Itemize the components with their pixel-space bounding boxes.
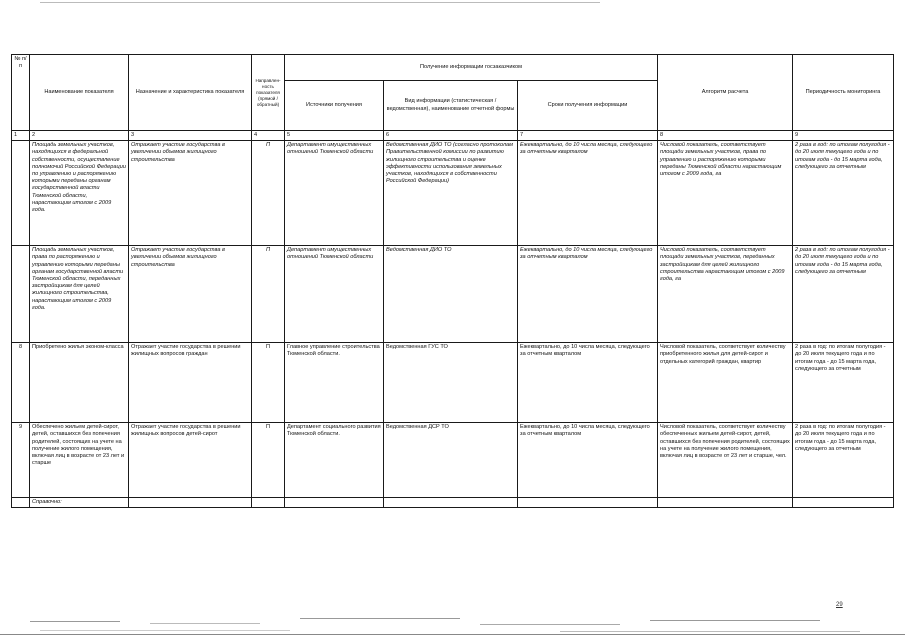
row-name: Площадь земельных участков, находящихся в федеральной собственности, осуществление полномочий Российской Федерации по управлению и распоряжению которыми переданы органам государственной власти Тюменской области, нарастающим итогом с 2009 года.: [30, 141, 129, 246]
header-periodicity: Периодичность мониторинга: [793, 55, 894, 131]
row-info: Ведомственная ГУС ТО: [384, 343, 518, 423]
indicator-table: [11, 54, 894, 508]
column-number: 6: [384, 131, 518, 141]
row-deadline: Ежеквартально, до 10 числа месяца, следующего за отчетным кварталом: [518, 343, 658, 423]
empty-cell: [129, 498, 252, 508]
scan-footer-artifacts: [0, 600, 905, 640]
row-name: Обеспечено жильем детей-сирот, детей, оставшихся без попечения родителей, состоящих на учете на получение жилого помещения, включая лиц в возрасте от 23 лет и старше: [30, 423, 129, 498]
column-number: 2: [30, 131, 129, 141]
scan-artifact-line: [0, 2, 905, 3]
row-algorithm: Числовой показатель, соответствует площади земельных участков, права по управлению и распоряжению которыми переданы Тюменской области нарастающим итогом с 2009 года, га: [658, 141, 793, 246]
row-direction: П: [252, 343, 285, 423]
row-deadline: Ежеквартально, до 10 числа месяца, следующего за отчетным кварталом: [518, 423, 658, 498]
reference-label: Справочно:: [30, 498, 129, 508]
row-source: Департамент имущественных отношений Тюменской области: [285, 246, 384, 343]
row-deadline: Ежеквартально, до 10 числа месяца, следующего за отчетным кварталом: [518, 141, 658, 246]
table-row: [12, 423, 894, 498]
header-name: Наименование показателя: [30, 55, 129, 131]
header-sources: Источники получения: [285, 81, 384, 131]
row-purpose: Отражает участие государства в увеличении объемов жилищного строительства: [129, 246, 252, 343]
header-direction: Направлен-ность показателя (прямой / обратный): [252, 55, 285, 131]
row-direction: П: [252, 246, 285, 343]
row-purpose: Отражает участие государства в решении жилищных вопросов граждан: [129, 343, 252, 423]
row-purpose: Отражает участие государства в увеличении объемов жилищного строительства: [129, 141, 252, 246]
empty-cell: [518, 498, 658, 508]
empty-cell: [384, 498, 518, 508]
empty-cell: [658, 498, 793, 508]
row-algorithm: Числовой показатель, соответствует количеству обеспеченных жильем детей-сирот, детей, оставшихся без попечения родителей, состоящих на учете на получение жилого помещения, включая лиц в возрасте от 23 лет и старше, чел.: [658, 423, 793, 498]
empty-cell: [12, 498, 30, 508]
column-number-row: [12, 131, 894, 141]
row-periodicity: 2 раза в год: по итогам полугодия - до 20 июля текущего года и по итогам года - до 15 марта года, следующего за отчетным: [793, 141, 894, 246]
header-num: № п/п: [12, 55, 30, 131]
column-number: 8: [658, 131, 793, 141]
row-direction: П: [252, 141, 285, 246]
row-deadline: Ежеквартально, до 10 числа месяца, следующего за отчетным кварталом: [518, 246, 658, 343]
reference-row: [12, 498, 894, 508]
empty-cell: [285, 498, 384, 508]
table-row: [12, 343, 894, 423]
column-number: 5: [285, 131, 384, 141]
row-periodicity: 2 раза в год: по итогам полугодия - до 20 июля текущего года и по итогам года - до 15 марта года, следующего за отчетным: [793, 246, 894, 343]
row-direction: П: [252, 423, 285, 498]
empty-cell: [793, 498, 894, 508]
row-periodicity: 2 раза в год: по итогам полугодия - до 20 июля текущего года и по итогам года - до 15 марта года, следующего за отчетным: [793, 423, 894, 498]
row-source: Департамент имущественных отношений Тюменской области: [285, 141, 384, 246]
column-number: 1: [12, 131, 30, 141]
header-receipt-group: Получение информации госзаказчиком: [285, 55, 658, 81]
row-periodicity: 2 раза в год: по итогам полугодия - до 20 июля текущего года и по итогам года - до 15 марта года, следующего за отчетным: [793, 343, 894, 423]
row-name: Приобретено жилья эконом-класса: [30, 343, 129, 423]
header-algorithm: Алгоритм расчета: [658, 55, 793, 131]
row-num: 9: [12, 423, 30, 498]
row-source: Департамент социального развития Тюменской области.: [285, 423, 384, 498]
row-info: Ведомственная ДИО ТО: [384, 246, 518, 343]
row-name: Площадь земельных участков, права по распоряжению и управлению которыми переданы органам государственной власти Тюменской области, переданных застройщикам для целей жилищного строительства, нарастающим итогом с 2009 года.: [30, 246, 129, 343]
column-number: 7: [518, 131, 658, 141]
header-purpose: Назначение и характеристика показателя: [129, 55, 252, 131]
column-number: 9: [793, 131, 894, 141]
row-source: Главное управление строительства Тюменской области.: [285, 343, 384, 423]
page-number: 29: [836, 602, 843, 608]
row-num: [12, 246, 30, 343]
row-info: Ведомственная ДИО ТО (согласно протоколам Правительственной комиссии по развитию жилищного строительства и оценке эффективности использования земельных участков, находящихся в собственности Российской Федерации): [384, 141, 518, 246]
row-num: [12, 141, 30, 246]
table-row: [12, 141, 894, 246]
header-info-type: Вид информации (статистическая / ведомственная), наименование отчетной формы: [384, 81, 518, 131]
column-number: 4: [252, 131, 285, 141]
header-row-top: [12, 55, 894, 81]
row-info: Ведомственная ДСР ТО: [384, 423, 518, 498]
row-algorithm: Числовой показатель, соответствует количеству приобретенного жилья для детей-сирот и отдельных категорий граждан, квартир: [658, 343, 793, 423]
row-purpose: Отражает участие государства в решении жилищных вопросов детей-сирот: [129, 423, 252, 498]
table-row: [12, 246, 894, 343]
empty-cell: [252, 498, 285, 508]
column-number: 3: [129, 131, 252, 141]
row-num: 8: [12, 343, 30, 423]
header-deadline: Сроки получения информации: [518, 81, 658, 131]
row-algorithm: Числовой показатель, соответствует площади земельных участков, переданных застройщикам для целей жилищного строительства нарастающим итогом с 2009 года, га: [658, 246, 793, 343]
